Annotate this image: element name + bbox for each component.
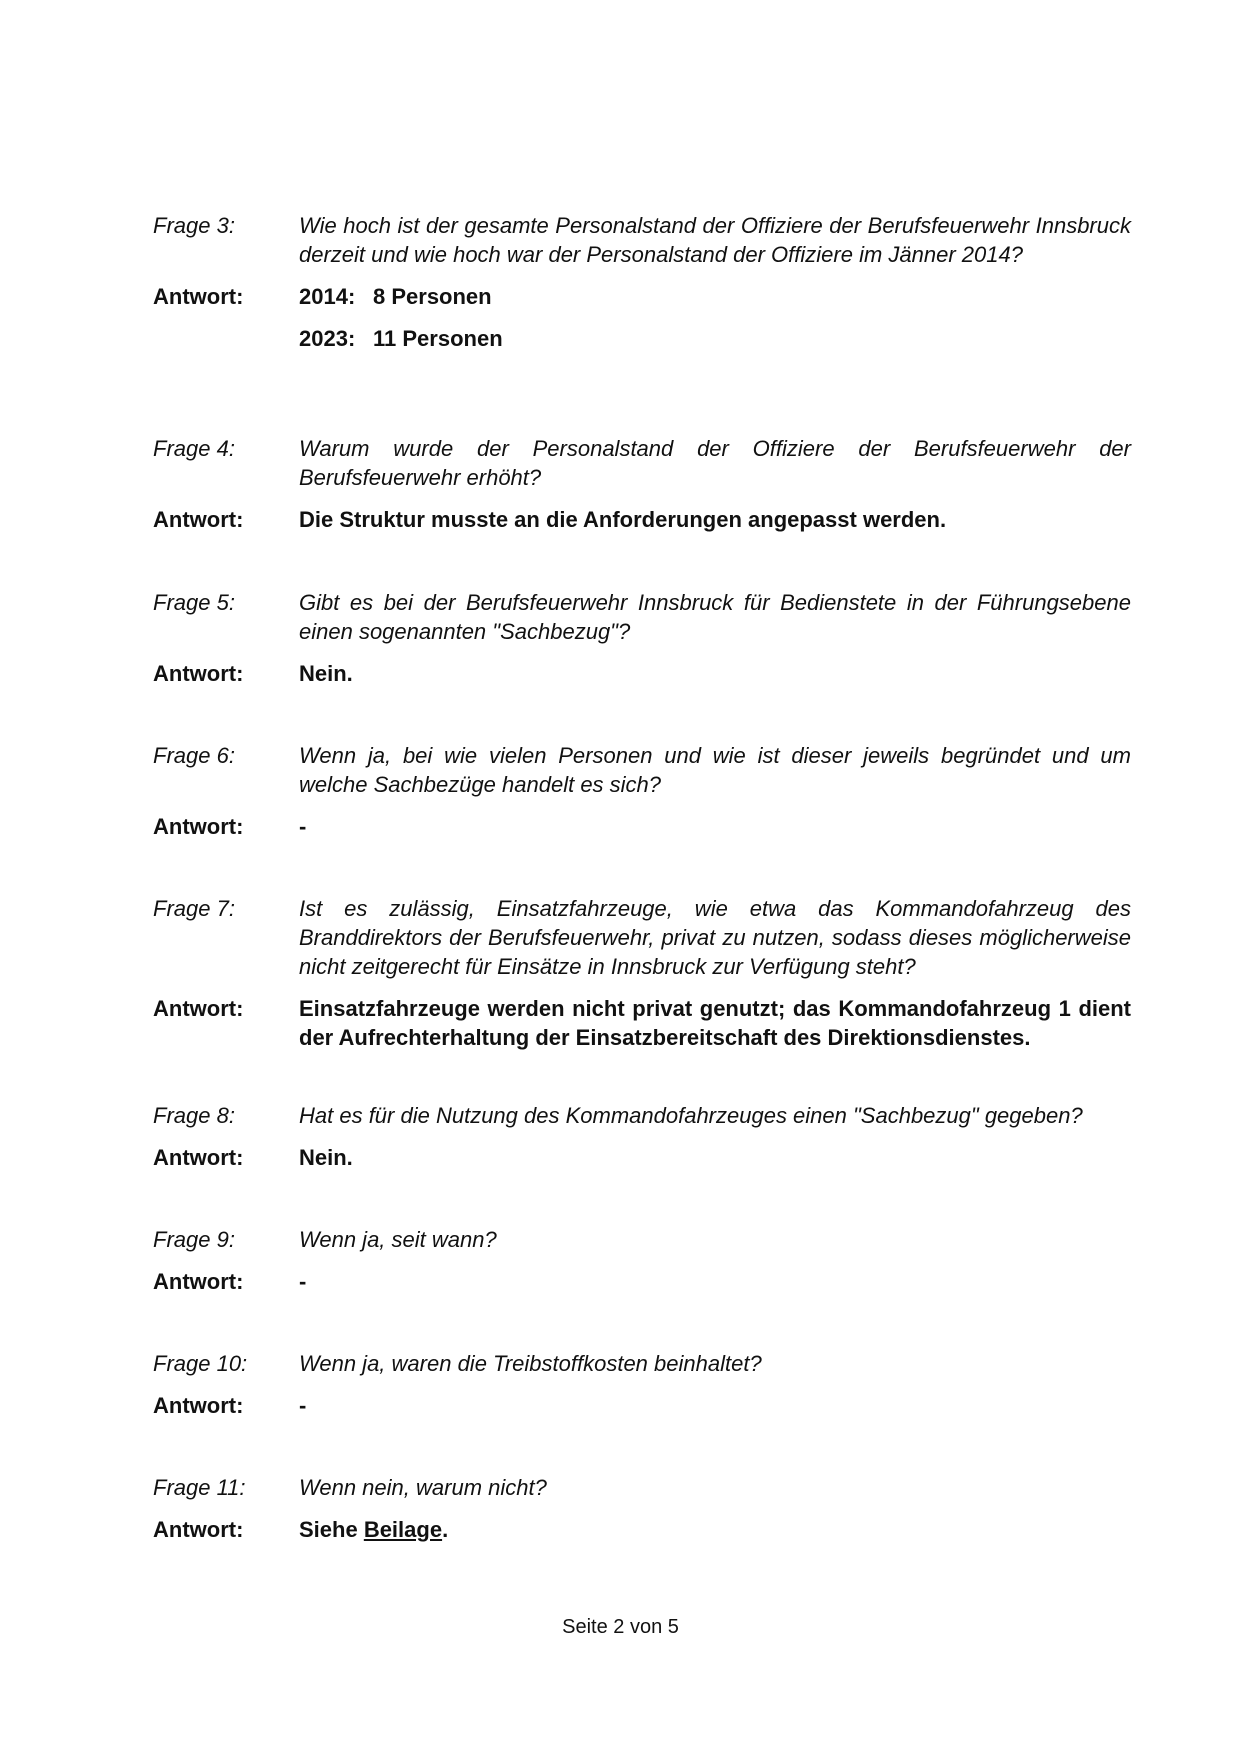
question-label: Frage 4: (153, 436, 235, 461)
answer-suffix: . (442, 1517, 449, 1542)
question-row (153, 1101, 1131, 1130)
answer-text: - (299, 1393, 307, 1418)
question-label: Frage 6: (153, 743, 235, 768)
qa-block-5 (153, 588, 1131, 688)
answer-value: 8 Personen (373, 284, 492, 309)
answer-label: Antwort: (153, 1393, 244, 1418)
question-label: Frage 11: (153, 1475, 246, 1500)
answer-row (153, 505, 1131, 534)
answer-line-2014 (299, 282, 1131, 311)
qa-block-9 (153, 1225, 1131, 1296)
question-row (153, 1473, 1131, 1502)
question-row (153, 588, 1131, 646)
answer-text: Nein. (299, 661, 353, 686)
answer-year: 2023: (299, 326, 356, 351)
answer-label: Antwort: (153, 1145, 244, 1170)
answer-row (153, 282, 1131, 353)
answer-text: Die Struktur musste an die Anforderungen angepasst werden. (299, 507, 947, 532)
question-text: Hat es für die Nutzung des Kommandofahrzeuges einen "Sachbezug" gegeben? (299, 1103, 1083, 1128)
answer-text: Nein. (299, 1145, 353, 1170)
answer-text (299, 1515, 1131, 1544)
answer-label: Antwort: (153, 1269, 244, 1294)
answer-row (153, 659, 1131, 688)
question-row (153, 434, 1131, 492)
answer-row (153, 812, 1131, 841)
answer-value: 11 Personen (373, 326, 503, 351)
question-label: Frage 10: (153, 1351, 248, 1376)
qa-block-3 (153, 211, 1131, 353)
qa-block-11 (153, 1473, 1131, 1544)
answer-row (153, 1391, 1131, 1420)
answer-label: Antwort: (153, 507, 244, 532)
answer-row (153, 994, 1131, 1052)
question-row (153, 741, 1131, 799)
beilage-link[interactable]: Beilage (363, 1517, 443, 1542)
question-row (153, 1225, 1131, 1254)
question-label: Frage 9: (153, 1227, 235, 1252)
qa-block-7 (153, 894, 1131, 1052)
question-text: Wenn ja, seit wann? (299, 1227, 497, 1252)
question-label: Frage 3: (153, 213, 235, 238)
question-text: Wie hoch ist der gesamte Personalstand der Offiziere der Berufsfeuerwehr Innsbruck derzeit und wie hoch war der Personalstand der Offiziere im Jänner 2014? (299, 213, 1131, 267)
question-text: Wenn ja, bei wie vielen Personen und wie ist dieser jeweils begründet und um welche Sachbezüge handelt es sich? (299, 743, 1131, 797)
page-number-footer: Seite 2 von 5 (562, 1616, 679, 1638)
answer-text: Einsatzfahrzeuge werden nicht privat genutzt; das Kommandofahrzeug 1 dient der Aufrechterhaltung der Einsatzbereitschaft des Direktionsdienstes. (299, 996, 1131, 1050)
question-label: Frage 5: (153, 590, 235, 615)
question-text: Wenn nein, warum nicht? (299, 1475, 547, 1500)
question-label: Frage 7: (153, 896, 235, 921)
answer-text: - (299, 1269, 307, 1294)
answer-prefix: Siehe (299, 1517, 364, 1542)
question-row (153, 1349, 1131, 1378)
question-row (153, 211, 1131, 269)
qa-block-8 (153, 1101, 1131, 1172)
answer-label: Antwort: (153, 1517, 244, 1542)
answer-label: Antwort: (153, 284, 244, 309)
answer-label: Antwort: (153, 814, 244, 839)
question-row (153, 894, 1131, 981)
qa-block-6 (153, 741, 1131, 841)
question-label: Frage 8: (153, 1103, 235, 1128)
answer-row (153, 1267, 1131, 1296)
question-text: Ist es zulässig, Einsatzfahrzeuge, wie etwa das Kommandofahrzeug des Branddirektors der Berufsfeuerwehr, privat zu nutzen, sodass dieses möglicherweise nicht zeitgerecht für Einsätze in Innsbruck zur Verfügung steht? (299, 896, 1131, 979)
qa-block-10 (153, 1349, 1131, 1420)
answer-row (153, 1515, 1131, 1544)
question-text: Warum wurde der Personalstand der Offiziere der Berufsfeuerwehr der Berufsfeuerwehr erhöht? (299, 436, 1131, 490)
answer-label: Antwort: (153, 996, 244, 1021)
answer-line-2023 (299, 324, 1131, 353)
answer-text: - (299, 814, 307, 839)
qa-block-4 (153, 434, 1131, 534)
question-text: Gibt es bei der Berufsfeuerwehr Innsbruck für Bedienstete in der Führungsebene einen sogenannten "Sachbezug"? (299, 590, 1131, 644)
answer-label: Antwort: (153, 661, 244, 686)
answer-text (299, 282, 1131, 353)
question-text: Wenn ja, waren die Treibstoffkosten beinhaltet? (299, 1351, 762, 1376)
answer-year: 2014: (299, 284, 356, 309)
answer-row (153, 1143, 1131, 1172)
